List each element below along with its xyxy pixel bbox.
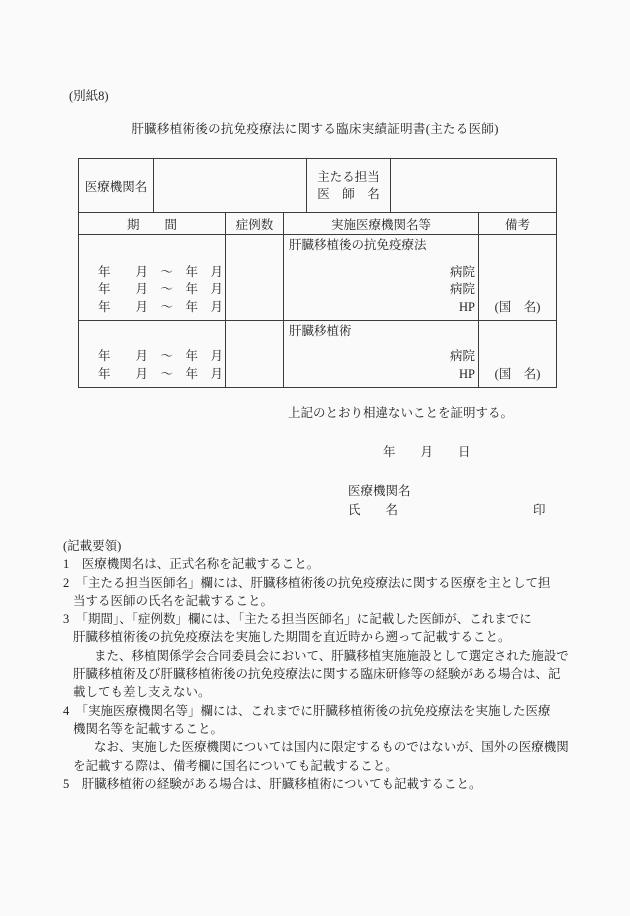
table-section-immunotherapy: [79, 235, 556, 321]
facility-category-label: 肝臓移植術: [289, 324, 352, 338]
note-item-3-para-end: 載しても差し支えない。: [73, 685, 211, 700]
note-item-2-cont: 当する医師の氏名を記載すること。: [73, 593, 274, 608]
cases-cell-transplant: [226, 321, 284, 387]
chief-doctor-label-line1: 主たる担当: [317, 169, 380, 184]
column-header-cases: 症例数: [226, 213, 284, 234]
institution-name-field: [154, 159, 307, 212]
period-row: 年 月 ～ 年 月: [98, 264, 224, 279]
date-fill-line: 年 月 日: [383, 445, 471, 459]
period-cell-transplant: [79, 321, 226, 387]
facility-suffix-lines: [284, 348, 478, 387]
facility-suffix: HP: [459, 366, 475, 381]
note-item-4-cont: 機関名等を記載すること。: [73, 721, 224, 736]
table-row-institution: [79, 159, 556, 213]
certification-statement: 上記のとおり相違ないことを証明する。: [288, 406, 514, 420]
note-item-4-para-cont: を記載する際は、備考欄に国名についても記載すること。: [73, 758, 398, 773]
country-name-placeholder: (国 名): [494, 299, 541, 314]
column-header-period: 期 間: [79, 213, 226, 234]
note-item-1: 1 医療機関名は、正式名称を記載すること。: [63, 557, 320, 572]
cases-cell-immunotherapy: [226, 235, 284, 320]
table-header-row: [79, 213, 556, 235]
period-row: 年 月 ～ 年 月: [98, 282, 224, 296]
chief-doctor-field: [391, 159, 556, 212]
chief-doctor-label-line2: 医 師 名: [317, 186, 380, 201]
remarks-cell-transplant: [479, 321, 556, 387]
period-row: 年 月 ～ 年 月: [98, 366, 224, 381]
facility-suffix: HP: [459, 299, 475, 314]
signature-name-label: 氏 名: [348, 503, 399, 517]
column-header-remarks: 備考: [504, 217, 530, 232]
notes-section: [63, 537, 573, 793]
note-item-2: 2 「主たる担当医師名」欄には、肝臓移植術後の抗免疫療法に関する医療を主として担: [63, 575, 551, 590]
note-item-3-para: また、移植関係学会合同委員会において、肝臓移植実施施設として選定された施設で: [94, 648, 569, 663]
column-header-facility: 実施医療機関名等: [284, 213, 479, 234]
signature-institution-label: 医療機関名: [348, 484, 411, 498]
note-item-5: 5 肝臓移植術の経験がある場合は、肝臓移植術についても記載すること。: [63, 776, 482, 791]
facility-cell-immunotherapy: [284, 235, 479, 320]
page-title: 肝臓移植術後の抗免疫療法に関する臨床実績証明書(主たる医師): [131, 122, 499, 136]
facility-suffix: 病院: [449, 349, 475, 363]
clinical-record-table: [78, 158, 557, 388]
facility-suffix: 病院: [449, 264, 475, 279]
note-item-3: 3 「期間」、「症例数」欄には、「主たる担当医師名」に記載した医師が、これまでに: [63, 612, 532, 627]
institution-name-label: 医療機関名: [79, 159, 154, 212]
facility-suffix: 病院: [449, 282, 475, 296]
seal-label: 印: [533, 503, 546, 517]
note-item-4: 4 「実施医療機関名等」欄には、これまでに肝臓移植術後の抗免疫療法を実施した医療: [63, 703, 551, 718]
note-item-3-para-cont: 肝臓移植術及び肝臓移植術後の抗免疫療法に関する臨床研修等の経験がある場合は、記: [73, 667, 561, 682]
chief-doctor-label: [307, 159, 391, 212]
facility-category-label: 肝臓移植後の抗免疫療法: [289, 238, 427, 252]
period-row: 年 月 ～ 年 月: [98, 299, 224, 314]
remarks-cell-immunotherapy: [479, 235, 556, 320]
note-item-4-para: なお、実施した医療機関については国内に限定するものではないが、国外の医療機関: [94, 740, 569, 755]
note-item-3-cont: 肝臓移植術後の抗免疫療法を実施した期間を直近時から遡って記載すること。: [73, 630, 511, 645]
attachment-label: (別紙8): [69, 89, 109, 103]
notes-heading: (記載要領): [63, 539, 122, 553]
table-section-transplant: [79, 321, 556, 387]
country-name-placeholder: (国 名): [494, 366, 541, 381]
period-cell-immunotherapy: [79, 235, 226, 320]
period-row: 年 月 ～ 年 月: [98, 349, 224, 363]
facility-cell-transplant: [284, 321, 479, 387]
facility-suffix-lines: [284, 264, 478, 321]
